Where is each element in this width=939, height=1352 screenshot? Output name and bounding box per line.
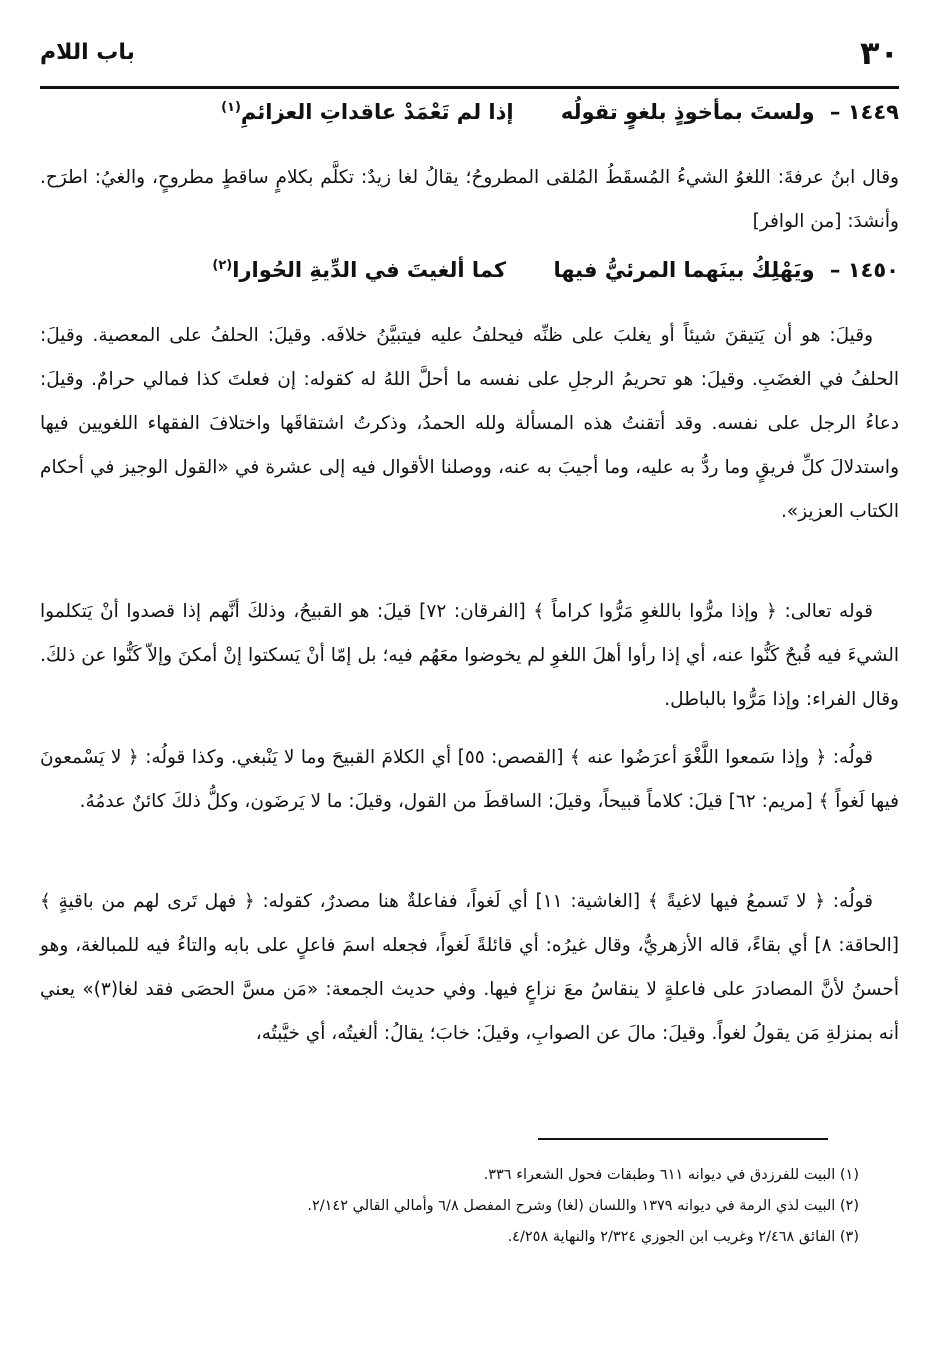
footnote-3: (٣) الفائق ٢/٤٦٨ وغريب ابن الجوزي ٢/٣٢٤ والنهاية ٤/٢٥٨.: [507, 1229, 859, 1245]
footnote-2: (٢) البيت لذي الرمة في ديوانه ١٣٧٩ واللسان (لغا) وشرح المفصل ٦/٨ وأمالي القالي ٢/١٤٢.: [307, 1198, 859, 1214]
paragraph-ghashiya-11: قولُه: ﴿ لا تَسمعُ فيها لاغيةً ﴾ [الغاشية: ١١] أي لَغواً، ففاعلةٌ هنا مصدرٌ، كقوله: ﴿ فهل تَرى لهم من باقيةٍ ﴾ [الحاقة: ٨] أي بقاءً، قاله الأزهريُّ، وقال غيرُه: أي قائلةً لَغواً، فجعله اسمَ فاعلٍ على بابه والتاءُ فيه للمبالغة، وهو أحسنُ لأنَّ المصادرَ على فاعلةٍ لا ينقاسُ معَ نزاعٍ فيها. وفي حديث الجمعة: «مَن مسَّ الحصَى فقد لغا(٣)» يعني أنه بمنزلةِ مَن يقولُ لغواً. وقيلَ: مالَ عن الصوابِ، وقيلَ: خابَ؛ يقالُ: ألغيتُه، أي خيَّبتُه،: [40, 891, 899, 1044]
verse-number: ١٤٥٠ –: [829, 258, 899, 282]
verse-number: ١٤٤٩ –: [829, 100, 899, 124]
chapter-title: باب اللام: [40, 40, 135, 65]
paragraph-oath-definitions: وقيلَ: هو أن يَتيقنَ شيئاً أو يغلبَ على ظنِّه فيحلفُ عليه فيتبيَّنُ خلافَه. وقيلَ: الحلفُ على المعصية. وقيلَ: الحلفُ في الغضَبِ. وقيلَ: هو تحريمُ الرجلِ على نفسه ما أحلَّ اللهُ له كقوله: إن فعلتَ كذا فمالي حرامٌ. وقيلَ: دعاءُ الرجل على نفسه. وقد أتقنتُ هذه المسألة ولله الحمدُ، وذكرتُ اشتقاقَها واختلافَ الفقهاء اللغويين فيها واستدلالَ كلِّ فريقٍ وما ردُّ به عليه، وما أجيبَ به عنه، ووصلنا الأقوال فيه إلى عشرة في «القول الوجيز في أحكام الكتاب العزيز».: [40, 325, 899, 522]
verse-hemistich-second: كما ألغيتَ في الدِّيةِ الحُوارا: [232, 258, 507, 282]
footnote-separator: [538, 1138, 828, 1140]
paragraph-furqan-72: قوله تعالى: ﴿ وإذا مرُّوا باللغوِ مَرُّوا كراماً ﴾ [الفرقان: ٧٢] قيلَ: هو القبيحُ، وذلكَ أنَّهم إذا قصدوا أنْ يَتكلموا الشيءَ فيه قُبحٌ كَنُّوا عنه، أي إذا رأوا أهلَ اللغوِ لم يخوضوا معَهُم فيه؛ بل إمّا أنْ يَسكتوا إنْ أمكنَ وإلاّ كَنُّوا عن ذلكَ. وقال الفراء: وإذا مَرُّوا بالباطل.: [40, 601, 899, 710]
page-header: [40, 30, 899, 90]
footnotes: [40, 1160, 859, 1253]
verse-1449: [60, 100, 899, 124]
paragraph-ibn-arafa: وقال ابنُ عرفةَ: اللغوُ الشيءُ المُسقَطُ المُلقى المطروحُ؛ يقالُ لغا زيدٌ: تكلَّم بكلامٍ ساقطٍ مطروحٍ، والغيُ: اطرَح. وأنشدَ: [من الوافر]: [40, 167, 899, 232]
footnote-1: (١) البيت للفرزدق في ديوانه ٦١١ وطبقات فحول الشعراء ٣٣٦.: [483, 1167, 859, 1183]
paragraph-qasas-55: قولُه: ﴿ وإذا سَمعوا اللَّغْوَ أعرَضُوا عنه ﴾ [القصص: ٥٥] أي الكلامَ القبيحَ وما لا يَنْبغي. وكذا قولُه: ﴿ لا يَسْمعونَ فيها لَغواً ﴾ [مريم: ٦٢] قيلَ: كلاماً قبيحاً، وقيلَ: الساقطَ من القول، وقيلَ: ما لا يَرضَون، وكلُّ ذلكَ كائنٌ عدمُهُ.: [40, 747, 899, 812]
verse-hemistich-first: ويَهْلِكُ بينَهما المرئيُّ فيها: [553, 258, 815, 282]
footnote-marker: (١): [221, 100, 241, 115]
verse-hemistich-first: ولستَ بمأخوذٍ بلغوٍ تقولُه: [560, 100, 815, 124]
verse-1450: [60, 258, 899, 282]
footnote-marker: (٢): [212, 258, 233, 273]
page-number: ٣٠: [859, 34, 899, 72]
header-rule: [40, 86, 899, 89]
verse-hemistich-second: إذا لم تَعْمَدْ عاقداتِ العزائمِ: [240, 100, 514, 124]
